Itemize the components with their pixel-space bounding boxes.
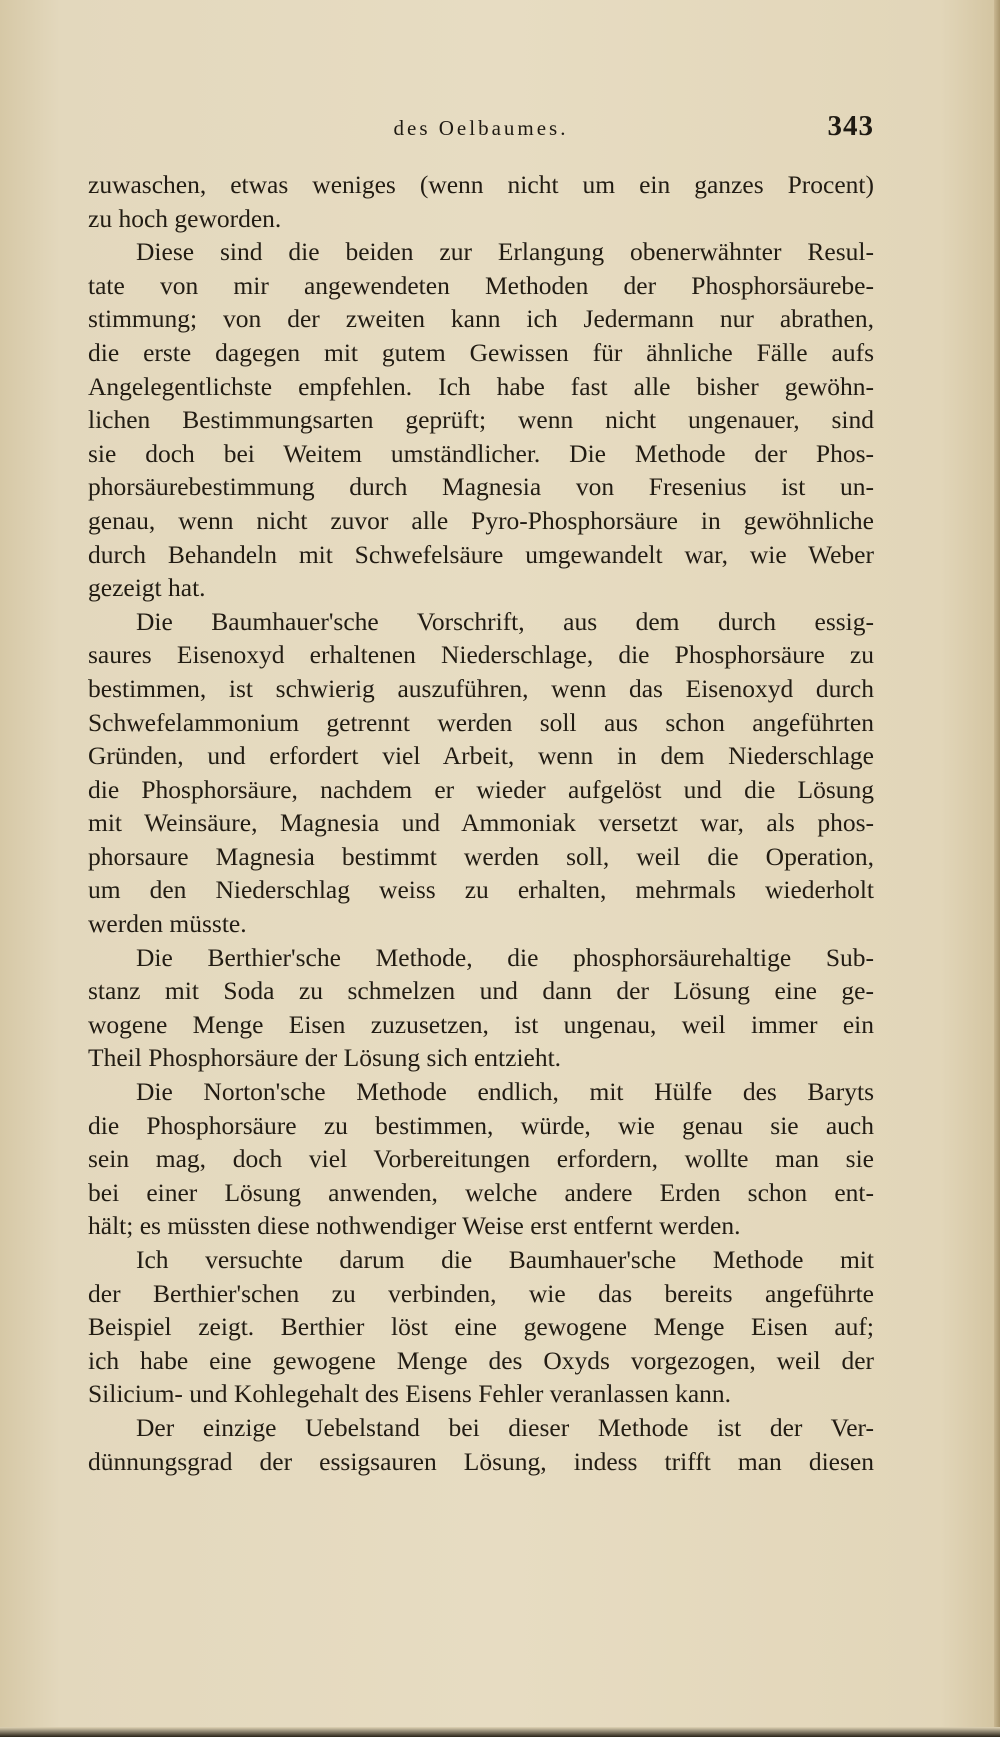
text-line: mit Weinsäure, Magnesia und Ammoniak versetzt war, als phos- [88,808,874,838]
paragraph-start-line: Die Baumhauer'sche Vorschrift, aus dem durch essig- [136,606,874,636]
text-line: saures Eisenoxyd erhaltenen Niederschlage, die Phosphorsäure zu [88,640,874,670]
text-line: stimmung; von der zweiten kann ich Jedermann nur abrathen, [88,304,874,334]
text-line: bestimmen, ist schwierig auszuführen, wenn das Eisenoxyd durch [88,673,874,703]
text-line: Beispiel zeigt. Berthier löst eine gewogene Menge Eisen auf; [88,1312,874,1342]
text-line: Theil Phosphorsäure der Lösung sich entzieht. [88,1043,562,1073]
text-line: phorsaure Magnesia bestimmt werden soll, weil die Operation, [88,841,874,871]
text-line: phorsäurebestimmung durch Magnesia von Fresenius ist un- [88,472,874,502]
running-head-title: des Oelbaumes. [393,116,569,140]
text-line: Schwefelammonium getrennt werden soll aus schon angeführten [88,707,874,737]
text-line: hält; es müssten diese nothwendiger Weise erst entfernt werden. [88,1211,741,1241]
page-bottom-edge [0,1727,1000,1737]
text-line: tate von mir angewendeten Methoden der Phosphorsäurebe- [88,270,874,300]
page-edge-shadow [994,0,1000,1737]
text-line: Silicium- und Kohlegehalt des Eisens Fehler veranlassen kann. [88,1379,732,1409]
text-line: die erste dagegen mit gutem Gewissen für ähnliche Fälle aufs [88,337,874,367]
text-line: durch Behandeln mit Schwefelsäure umgewandelt war, wie Weber [88,539,874,569]
text-line: die Phosphorsäure, nachdem er wieder aufgelöst und die Lösung [88,774,874,804]
paragraph-start-line: Der einzige Uebelstand bei dieser Methode ist der Ver- [136,1412,874,1442]
text-line: sein mag, doch viel Vorbereitungen erfordern, wollte man sie [88,1144,874,1174]
text-line: der Berthier'schen zu verbinden, wie das bereits angeführte [88,1278,874,1308]
text-line: zu hoch geworden. [88,203,282,233]
text-line: lichen Bestimmungsarten geprüft; wenn nicht ungenauer, sind [88,405,874,435]
text-line: die Phosphorsäure zu bestimmen, würde, wie genau sie auch [88,1110,874,1140]
text-line: stanz mit Soda zu schmelzen und dann der Lösung eine ge- [88,976,874,1006]
text-line: um den Niederschlag weiss zu erhalten, mehrmals wiederholt [88,875,874,905]
text-line: zuwaschen, etwas weniges (wenn nicht um ein ganzes Procent) [88,170,874,199]
text-line: bei einer Lösung anwenden, welche andere Erden schon ent- [88,1177,874,1207]
text-line: dünnungsgrad der essigsauren Lösung, indess trifft man diesen [88,1446,874,1476]
paragraph-start-line: Ich versuchte darum die Baumhauer'sche Methode mit [136,1245,874,1274]
text-line: gezeigt hat. [88,573,206,603]
text-line: werden müsste. [88,909,247,939]
text-line: Angelegentlichste empfehlen. Ich habe fast alle bisher gewöhn- [88,371,874,401]
paragraph-start-line: Die Norton'sche Methode endlich, mit Hülfe des Baryts [136,1077,874,1107]
text-line: genau, wenn nicht zuvor alle Pyro-Phosphorsäure in gewöhnliche [88,505,874,535]
text-line: sie doch bei Weitem umständlicher. Die Methode der Phos- [88,438,874,468]
body-text [88,168,874,1478]
text-line: ich habe eine gewogene Menge des Oxyds vorgezogen, weil der [88,1345,874,1375]
running-head [88,110,874,150]
paragraph-start-line: Diese sind die beiden zur Erlangung obenerwähnter Resul- [136,237,874,267]
text-line: wogene Menge Eisen zuzusetzen, ist ungenau, weil immer ein [88,1009,874,1039]
paragraph-start-line: Die Berthier'sche Methode, die phosphorsäurehaltige Sub- [136,942,874,972]
text-line: Gründen, und erfordert viel Arbeit, wenn in dem Niederschlage [88,741,874,771]
page-number: 343 [827,110,874,142]
